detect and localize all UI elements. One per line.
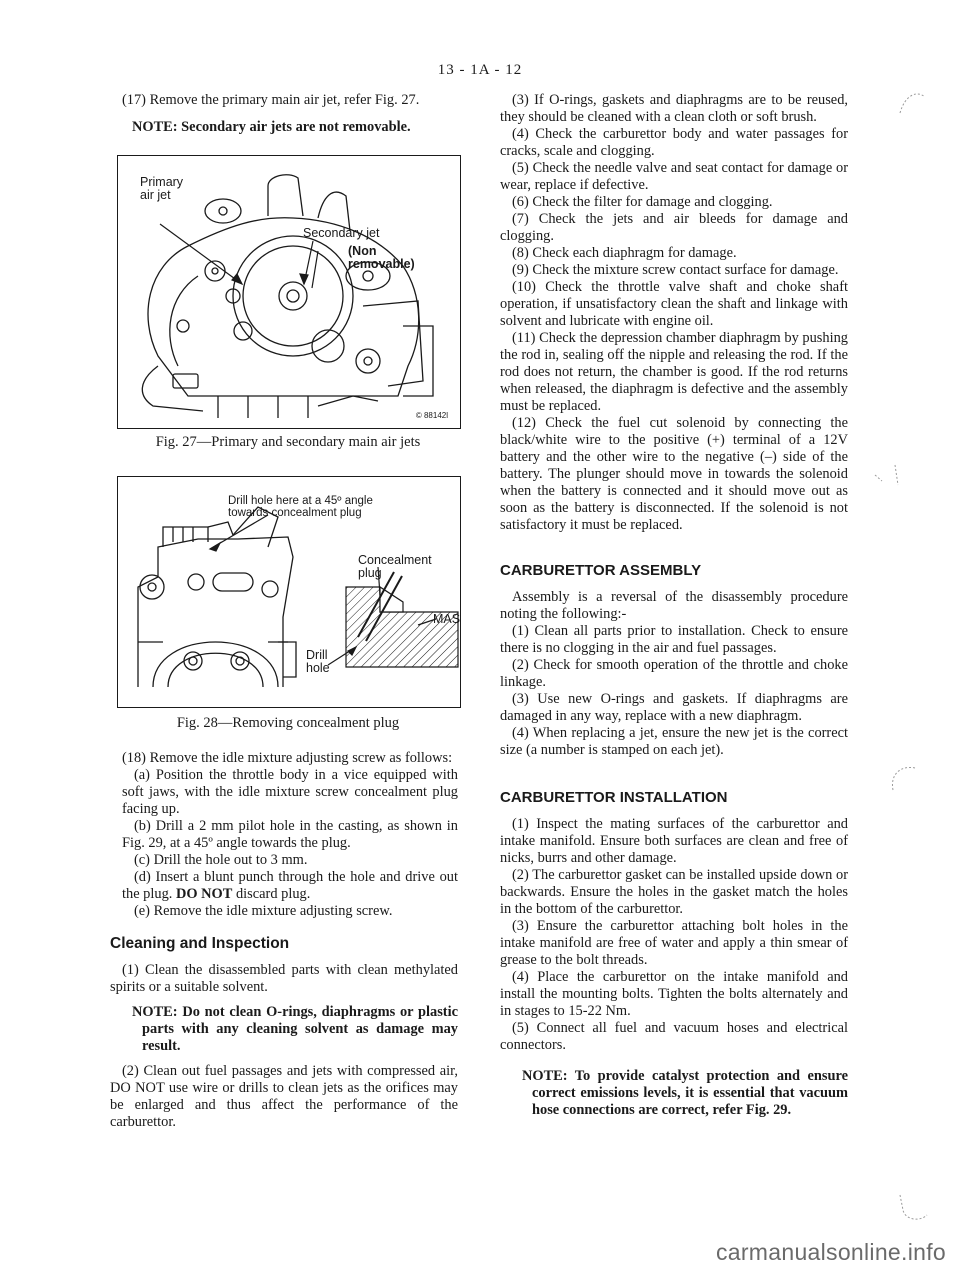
step-18d-warning: DO NOT [175, 886, 233, 902]
figure-28-caption: Fig. 28—Removing concealment plug [176, 715, 400, 731]
clean-step-1: (1) Clean the disassembled parts with clean methylated spirits or a suitable solvent. [110, 962, 458, 995]
check-step-3: (3) If O-rings, gaskets and diaphragms are to be reused, they should be cleaned with a clean cloth or soft brush. [500, 92, 848, 125]
label-drill-hole: Drill hole [306, 648, 330, 675]
install-step-1: (1) Inspect the mating surfaces of the carburettor and intake manifold. Ensure both surfaces are clean and free of nicks, burrs and other damage. [500, 816, 848, 866]
assembly-step-3: (3) Use new O-rings and gaskets. If diaphragms are damaged in any way, replace with a new diaphragm. [500, 691, 848, 724]
left-column-top [110, 92, 458, 144]
step-18d [110, 869, 458, 903]
step-18a: (a) Position the throttle body in a vice equipped with soft jaws, with the idle mixture screw concealment plug facing up. [122, 767, 458, 817]
step-17: (17) Remove the primary main air jet, refer Fig. 27. [122, 92, 420, 108]
check-step-9: (9) Check the mixture screw contact surface for damage. [512, 262, 839, 278]
label-primary-air-jet: Primary air jet [140, 175, 184, 202]
note-cleaning: NOTE: Do not clean O-rings, diaphragms or plastic parts with any cleaning solvent as damage may result. [132, 1004, 458, 1054]
margin-mark-middle [870, 455, 910, 495]
step-18c: (c) Drill the hole out to 3 mm. [134, 852, 308, 868]
label-concealment-plug: Concealment plug [358, 553, 432, 580]
step-18e: (e) Remove the idle mixture adjusting screw. [134, 903, 393, 919]
left-column-lower [110, 750, 458, 1131]
watermark: carmanualsonline.info [715, 1239, 946, 1265]
heading-carburettor-installation: CARBURETTOR INSTALLATION [500, 789, 728, 806]
assembly-step-4: (4) When replacing a jet, ensure the new jet is the correct size (a number is stamped on each jet). [500, 725, 848, 758]
step-18b: (b) Drill a 2 mm pilot hole in the casting, as shown in Fig. 29, at a 45º angle towards the plug. [122, 818, 458, 851]
check-step-6: (6) Check the filter for damage and clogging. [512, 194, 773, 210]
check-step-5: (5) Check the needle valve and seat contact for damage or wear, replace if defective. [500, 160, 848, 193]
check-step-4: (4) Check the carburettor body and water passages for cracks, scale and clogging. [500, 126, 848, 159]
check-step-10: (10) Check the throttle valve shaft and choke shaft operation, if unsatisfactory clean the shaft and linkage with solvent and lubricate with engine oil. [500, 279, 848, 329]
right-column [500, 92, 848, 1127]
page-number: 13 - 1A - 12 [437, 62, 523, 78]
margin-mark-lower [885, 760, 925, 800]
figure-27 [117, 155, 461, 429]
figure-27-code: © 88142l [415, 411, 448, 420]
label-mas: MAS [433, 612, 461, 626]
heading-cleaning-inspection: Cleaning and Inspection [110, 935, 290, 952]
check-step-12: (12) Check the fuel cut solenoid by connecting the black/white wire to the positive (+) terminal of a 12V battery and the other wire to the negative (–) side of the battery. The plunger should move in towards the solenoid when the battery is connected and it should move out as soon as the battery is disconnected. If the solenoid is not satisfactory it must be replaced. [500, 415, 848, 533]
check-step-11: (11) Check the depression chamber diaphragm by pushing the rod in, sealing off the nipple and releasing the rod. If the rod does not return, the chamber is good. If the rod returns when released, the diaphragm is defective and the assembly must be replaced. [500, 330, 848, 414]
heading-carburettor-assembly: CARBURETTOR ASSEMBLY [500, 562, 702, 579]
install-step-2: (2) The carburettor gasket can be installed upside down or backwards. Ensure the holes in the gasket match the holes in the bottom of the carburettor. [500, 867, 848, 917]
install-step-5: (5) Connect all fuel and vacuum hoses and electrical connectors. [500, 1020, 848, 1053]
assembly-step-2: (2) Check for smooth operation of the throttle and choke linkage. [500, 657, 848, 690]
install-step-3: (3) Ensure the carburettor attaching bolt holes in the intake manifold are free of water and apply a thin smear of grease to the bolt threads. [500, 918, 848, 968]
note-secondary-jets: NOTE: Secondary air jets are not removable. [132, 119, 411, 135]
margin-mark-bottom [895, 1190, 935, 1230]
check-step-7: (7) Check the jets and air bleeds for damage and clogging. [500, 211, 848, 244]
label-secondary-jet: Secondary jet [303, 226, 380, 240]
figure-27-caption: Fig. 27—Primary and secondary main air jets [155, 434, 421, 450]
margin-mark-top [895, 85, 935, 125]
install-step-4: (4) Place the carburettor on the intake manifold and install the mounting bolts. Tighten the bolts alternately and in stages to 15-22 Nm. [500, 969, 848, 1019]
note-catalyst: NOTE: To provide catalyst protection and ensure correct emissions levels, it is essential that vacuum hose connections are correct, refer Fig. 29. [522, 1068, 848, 1118]
label-non-removable: (Non removable) [348, 244, 415, 271]
label-drill-instruction: Drill hole here at a 45º angle towards concealment plug [228, 495, 373, 519]
figure-28 [117, 476, 461, 708]
assembly-step-1: (1) Clean all parts prior to installation. Check to ensure there is no clogging in the air and fuel passages. [500, 623, 848, 656]
assembly-intro: Assembly is a reversal of the disassembly procedure noting the following:- [500, 589, 848, 622]
step-18: (18) Remove the idle mixture adjusting screw as follows: [122, 750, 453, 766]
clean-step-2: (2) Clean out fuel passages and jets with compressed air, DO NOT use wire or drills to clean jets as the orifices may be enlarged and thus affect the performance of the carburettor. [110, 1063, 458, 1130]
check-step-8: (8) Check each diaphragm for damage. [512, 245, 737, 261]
step-18d-text: (d) Insert a blunt punch through the hole and drive out the plug. [122, 869, 458, 902]
step-18d-text-end: discard plug. [235, 886, 311, 902]
